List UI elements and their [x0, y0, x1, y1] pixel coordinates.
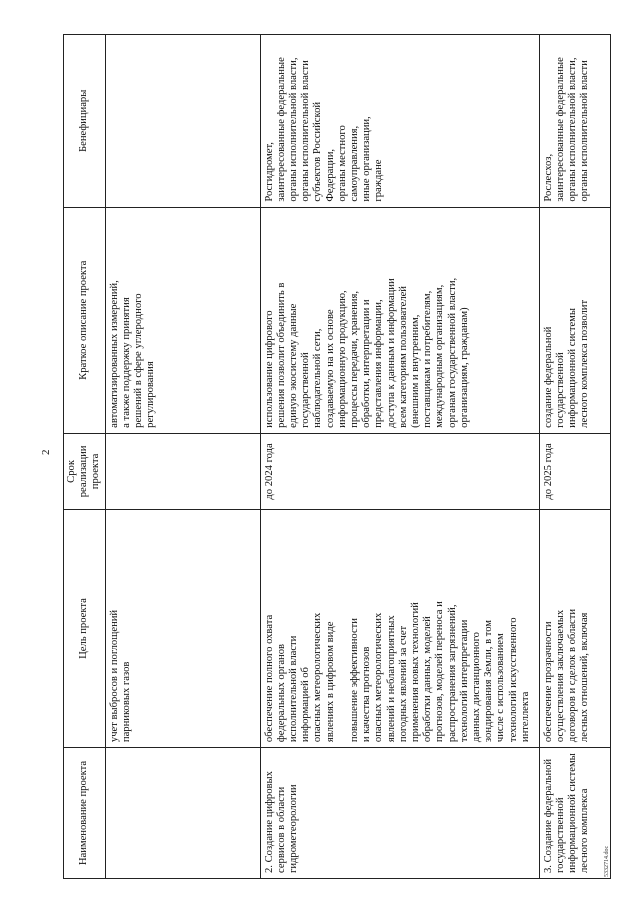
- projects-table: [63, 34, 611, 879]
- cell-project-term: [105, 433, 260, 509]
- table-row: [260, 35, 539, 879]
- header-project-description: Краткое описание проекта: [64, 207, 106, 433]
- cell-project-goal: обеспечение полного охвата федеральных органов исполнительной власти информацией об опасных метеорологических явлениях в цифровом виде повышение эффективности и качества прогнозов опасных метеорологических явлений и неблагоприятных погодных явлений за счет применения новых технологий обработки данных, моделей прогнозов, моделей переноса и распространения загрязнений, технологий интерпретации данных дистанционного зондирования Земли, в том числе с использованием технологий искусственного интеллекта: [260, 509, 539, 747]
- cell-beneficiaries: Рослесхоз, заинтересованные федеральные органы исполнительной власти, органы исполнительной власти: [539, 35, 610, 208]
- cell-project-name: 3. Создание федеральной государственной информационной системы лесного комплекса: [539, 748, 610, 879]
- cell-project-name: 2. Создание цифровых сервисов в области гидрометеорологии: [260, 748, 539, 879]
- cell-project-term: до 2025 года: [539, 433, 610, 509]
- cell-project-name: [105, 748, 260, 879]
- cell-project-description: автоматизированных измерений, а также поддержку принятия решений в сфере углеродного регулирования: [105, 207, 260, 433]
- table-header-row: [64, 35, 106, 879]
- cell-project-goal: обеспечение прозрачности осуществления заключаемых договоров и сделок в области лесных отношений, включая: [539, 509, 610, 747]
- cell-project-term: до 2024 года: [260, 433, 539, 509]
- cell-beneficiaries: [105, 35, 260, 208]
- header-project-name: Наименование проекта: [64, 748, 106, 879]
- table-row: [105, 35, 260, 879]
- table-row: [539, 35, 610, 879]
- header-project-goal: Цель проекта: [64, 509, 106, 747]
- header-project-term: Срок реализации проекта: [64, 433, 106, 509]
- cell-beneficiaries: Росгидромет, заинтересованные федеральные органы исполнительной власти, органы исполнительной власти субъектов Российской Федерации, органы местного самоуправления, иные организации, граждане: [260, 35, 539, 208]
- page-number: 2: [40, 449, 52, 455]
- cell-project-description: использование цифрового решения позволит объединить в единую экосистему данные государственной наблюдательной сети, создаваемую на их основе информационную продукцию, процессы передачи, хранения, обработки, интерпретации и представления информации, доступа к данным и информации всем категориям пользователей (внешним и внутренним, поставщикам и потребителям, международным организациям, органам государственной власти, организациям, гражданам): [260, 207, 539, 433]
- document-id: 5332714.doc: [604, 845, 610, 877]
- cell-project-description: создание федеральной государственной информационной системы лесного комплекса позволит: [539, 207, 610, 433]
- cell-project-goal: учет выбросов и поглощений парниковых газов: [105, 509, 260, 747]
- header-beneficiaries: Бенефициары: [64, 35, 106, 208]
